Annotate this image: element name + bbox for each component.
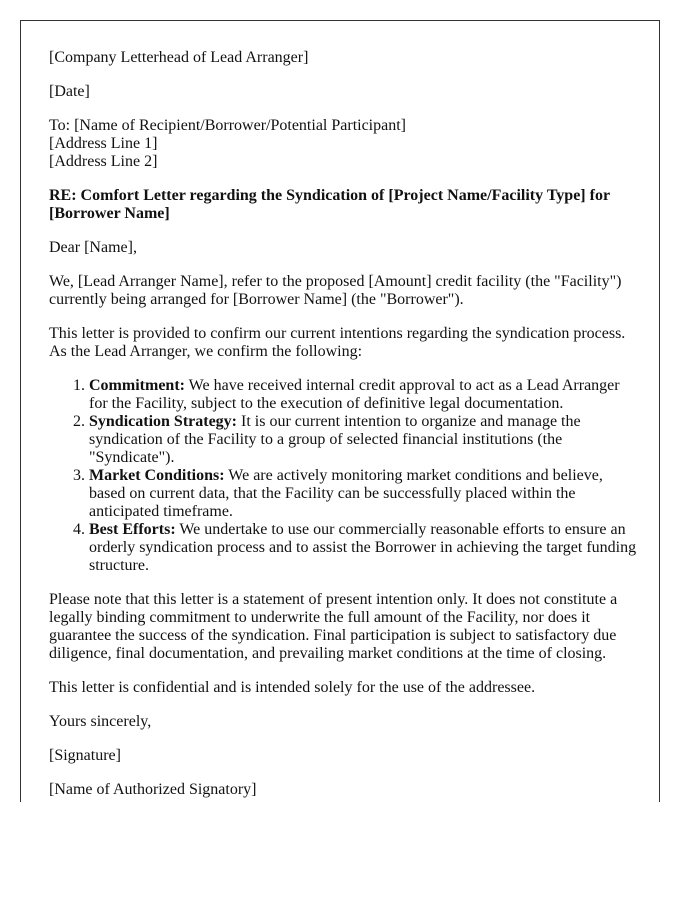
signatory-name: [Name of Authorized Signatory] bbox=[49, 781, 257, 798]
address-line-2: [Address Line 2] bbox=[49, 153, 158, 170]
letter-page bbox=[20, 20, 660, 802]
confidentiality-paragraph: This letter is confidential and is intended solely for the use of the addressee. bbox=[49, 679, 536, 696]
item-text: We are actively monitoring market conditions and believe, based on current data, that the Facility can be successfully placed within the anticipated timeframe. bbox=[89, 467, 603, 520]
list-item-market-conditions bbox=[89, 467, 639, 521]
confirmation-list bbox=[49, 377, 639, 575]
list-item-syndication-strategy bbox=[89, 413, 639, 467]
salutation: Dear [Name], bbox=[49, 239, 137, 256]
disclaimer-paragraph: Please note that this letter is a statement of present intention only. It does not constitute a legally binding commitment to underwrite the full amount of the Facility, nor does it guarantee the success of the syndication. Final participation is subject to satisfactory due diligence, final documentation, and prevailing market conditions at the time of closing. bbox=[49, 591, 618, 662]
letterhead: [Company Letterhead of Lead Arranger] bbox=[49, 49, 309, 66]
intro-paragraph: We, [Lead Arranger Name], refer to the proposed [Amount] credit facility (the "Facility") currently being arranged for [Borrower Name] (the "Borrower"). bbox=[49, 273, 622, 308]
recipient-name: To: [Name of Recipient/Borrower/Potential Participant] bbox=[49, 117, 406, 134]
item-text: It is our current intention to organize and manage the syndication of the Facility to a group of selected financial institutions (the "Syndicate"). bbox=[89, 413, 581, 466]
signature: [Signature] bbox=[49, 747, 121, 764]
purpose-paragraph: This letter is provided to confirm our current intentions regarding the syndication process. As the Lead Arranger, we confirm the following: bbox=[49, 325, 626, 360]
address-line-1: [Address Line 1] bbox=[49, 135, 158, 152]
subject-line: RE: Comfort Letter regarding the Syndication of [Project Name/Facility Type] for [Borrower Name] bbox=[49, 187, 610, 222]
closing: Yours sincerely, bbox=[49, 713, 152, 730]
letter-date: [Date] bbox=[49, 83, 90, 100]
list-item-commitment bbox=[89, 377, 639, 413]
list-item-best-efforts bbox=[89, 521, 639, 575]
item-title: Best Efforts: bbox=[89, 521, 176, 538]
item-title: Market Conditions: bbox=[89, 467, 225, 484]
recipient-block bbox=[49, 117, 639, 171]
item-text: We undertake to use our commercially reasonable efforts to ensure an orderly syndication process and to assist the Borrower in achieving the target funding structure. bbox=[89, 521, 637, 574]
item-title: Syndication Strategy: bbox=[89, 413, 237, 430]
item-text: We have received internal credit approval to act as a Lead Arranger for the Facility, subject to the execution of definitive legal documentation. bbox=[89, 377, 620, 412]
letter-body bbox=[49, 49, 639, 802]
item-title: Commitment: bbox=[89, 377, 185, 394]
